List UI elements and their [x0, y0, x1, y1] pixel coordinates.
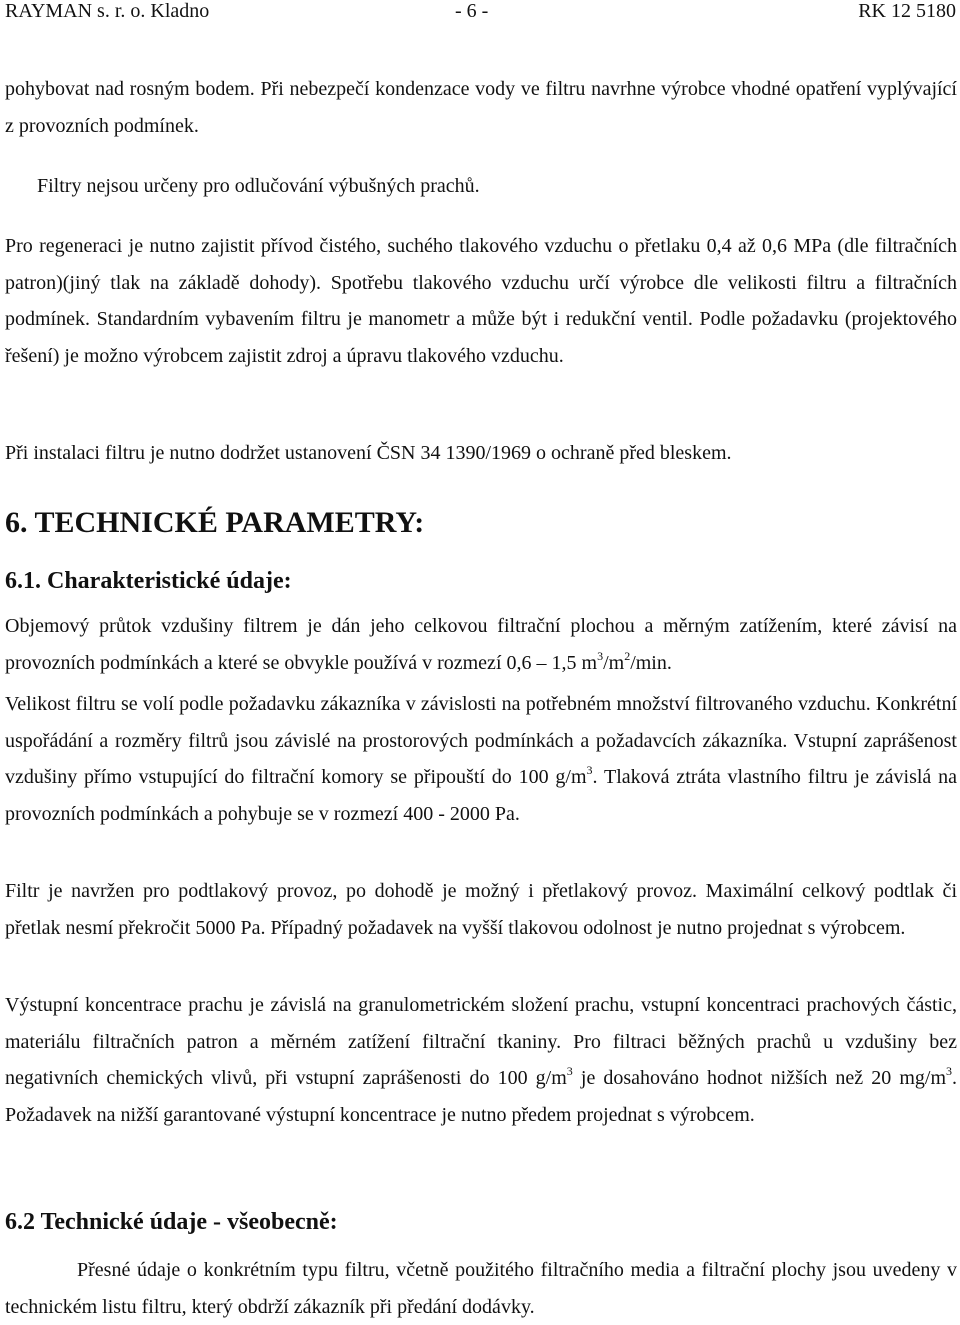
- paragraph-installation: Při instalaci filtru je nutno dodržet ustanovení ČSN 34 1390/1969 o ochraně před bleskem.: [5, 442, 732, 464]
- superscript: 3: [566, 1064, 573, 1078]
- paragraph-text: je dosahováno hodnot nižších než 20 mg/m: [572, 1067, 946, 1089]
- paragraph-filter-size: [5, 686, 957, 832]
- paragraph-text: Objemový průtok vzdušiny filtrem je dán jeho celkovou filtrační plochou a měrným zatížením, které závisí na provozních podmínkách a které se obvykle používá v rozmezí 0,6 – 1,5 m: [5, 615, 957, 674]
- paragraph-regeneration: Pro regeneraci je nutno zajistit přívod čistého, suchého tlakového vzduchu o přetlaku 0,4 až 0,6 MPa (dle filtračních patron)(jiný tlak na základě dohody). Spotřebu tlakového vzduchu určí výrobce dle velikosti filtru a filtračních podmínek. Standardním vybavením filtru je manometr a může být i redukční ventil. Podle požadavku (projektového řešení) je možno výrobcem zajistit zdroj a úpravu tlakového vzduchu.: [5, 235, 957, 367]
- superscript: 2: [624, 648, 631, 663]
- paragraph-explosive-dust: [5, 168, 957, 205]
- paragraph-text: Výstupní koncentrace prachu je závislá na granulometrickém složení prachu, vstupní koncentraci prachových částic, materiálu filtračních patron a měrném zatížení filtrační tkaniny. Pro filtraci běžných prachů u vzdušiny bez negativních chemických vlivů, při vstupní zaprášenosti do 100 g/m: [5, 994, 957, 1089]
- paragraph-text: /m: [603, 651, 625, 674]
- paragraph-pressure: Filtr je navržen pro podtlakový provoz, po dohodě je možný i přetlakový provoz. Maximální celkový podtlak či přetlak nesmí překročit 5000 Pa. Případný požadavek na vyšší tlakovou odolnost je nutno projednat s výrobcem.: [5, 880, 957, 939]
- paragraph-technical-sheet: [5, 1252, 957, 1325]
- section-heading-technical-parameters: 6. TECHNICKÉ PARAMETRY:: [5, 506, 425, 539]
- subheading-characteristics: 6.1. Charakteristické údaje:: [5, 568, 292, 594]
- paragraph-air-flow: [5, 608, 957, 681]
- paragraph-text: . Tlaková ztráta vlastního filtru je závislá na provozních podmínkách a pohybuje se v rozmezí 400 - 2000 Pa.: [5, 766, 958, 825]
- paragraph-output-concentration: [5, 987, 957, 1133]
- header-page-number: - 6 -: [455, 0, 489, 22]
- header-company: RAYMAN s. r. o. Kladno: [5, 0, 210, 22]
- paragraph-text: Přesné údaje o konkrétním typu filtru, včetně použitého filtračního media a filtrační plochy jsou uvedeny v technickém listu filtru, který obdrží zákazník při předání dodávky.: [5, 1259, 957, 1318]
- paragraph-text: . Požadavek na nižší garantované výstupní koncentrace je nutno předem projednat s výrobcem.: [5, 1067, 957, 1126]
- subheading-technical-data-general: 6.2 Technické údaje - všeobecně:: [5, 1209, 338, 1235]
- superscript: 3: [597, 648, 604, 663]
- superscript: 3: [946, 1064, 952, 1078]
- paragraph-text: /min.: [630, 651, 672, 674]
- paragraph-text: Velikost filtru se volí podle požadavku zákazníka v závislosti na potřebném množství filtrovaného vzduchu. Konkrétní uspořádání a rozměry filtrů jsou závislé na prostorových podmínkách a požadavcích zákazníka. Vstupní zaprášenost vzdušiny přímo vstupující do filtrační komory se připouští do 100 g/m: [5, 693, 957, 788]
- paragraph-condensation: pohybovat nad rosným bodem. Při nebezpečí kondenzace vody ve filtru navrhne výrobce vhodné opatření vyplývající z provozních podmínek.: [5, 78, 957, 137]
- superscript: 3: [586, 763, 593, 777]
- header-document-code: RK 12 5180: [858, 0, 956, 22]
- paragraph-text: Filtry nejsou určeny pro odlučování výbušných prachů.: [37, 175, 480, 197]
